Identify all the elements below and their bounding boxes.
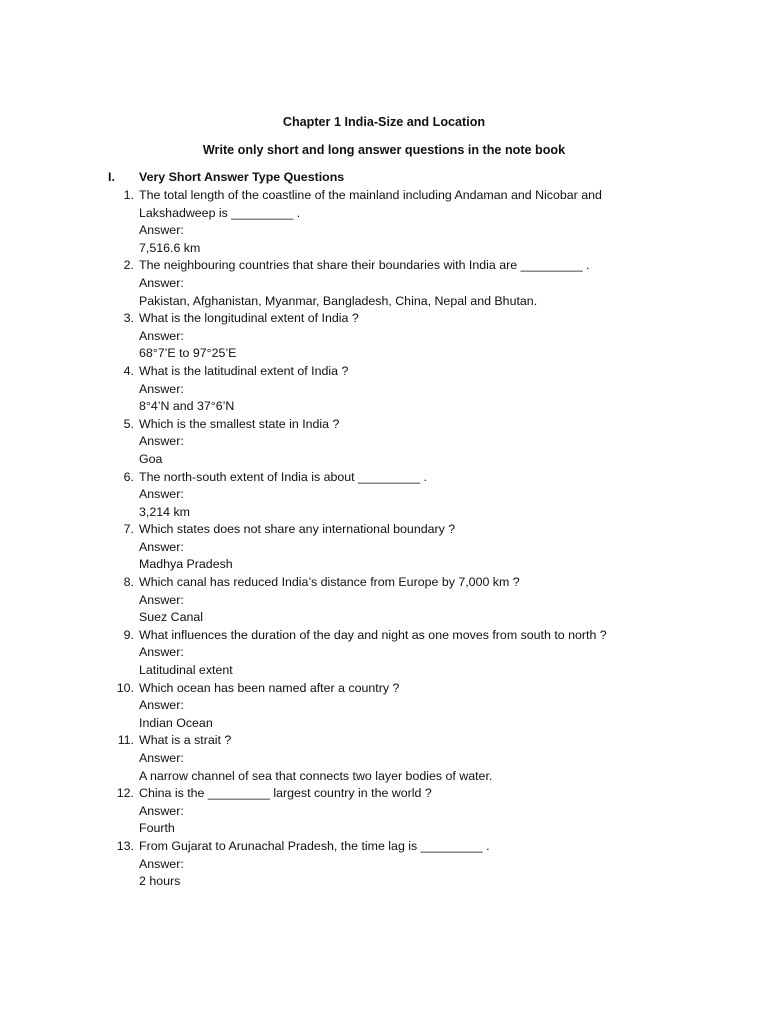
- answer-text: 2 hours: [139, 874, 181, 889]
- question-text: Which is the smallest state in India ?: [139, 416, 340, 431]
- question-item: [108, 785, 668, 838]
- question-item: [108, 627, 668, 680]
- question-item: [108, 187, 668, 257]
- question-text: Which ocean has been named after a country ?: [139, 680, 400, 695]
- answer-text: Pakistan, Afghanistan, Myanmar, Bangladesh, China, Nepal and Bhutan.: [139, 293, 538, 308]
- question-text: The north-south extent of India is about _________ .: [139, 469, 427, 484]
- question-text: What is a strait ?: [139, 733, 232, 748]
- question-item: [108, 363, 668, 416]
- answer-label: Answer:: [139, 539, 184, 554]
- question-text: The neighbouring countries that share their boundaries with India are _________ .: [139, 258, 590, 273]
- question-number: 8.: [123, 575, 134, 590]
- answer-label: Answer:: [139, 856, 184, 871]
- question-item: [108, 574, 668, 627]
- question-text: What is the longitudinal extent of India ?: [139, 311, 359, 326]
- answer-label: Answer:: [139, 381, 184, 396]
- question-number: 10.: [116, 680, 134, 695]
- chapter-title: [0, 114, 768, 130]
- answer-text: A narrow channel of sea that connects two layer bodies of water.: [139, 768, 493, 783]
- question-item: [108, 257, 668, 310]
- section-heading: [108, 169, 668, 187]
- answer-label: Answer:: [139, 803, 184, 818]
- answer-text: Goa: [139, 451, 163, 466]
- question-item: [108, 310, 668, 363]
- question-text: Which canal has reduced India’s distance from Europe by 7,000 km ?: [139, 575, 520, 590]
- answer-text: 8°4’N and 37°6’N: [139, 399, 235, 414]
- answer-text: 68°7’E to 97°25’E: [139, 346, 237, 361]
- answer-label: Answer:: [139, 645, 184, 660]
- question-number: 11.: [117, 733, 134, 748]
- question-text: What is the latitudinal extent of India ?: [139, 363, 349, 378]
- question-item: [108, 732, 668, 785]
- answer-text: 7,516.6 km: [139, 240, 201, 255]
- question-number: 13.: [116, 838, 134, 853]
- answer-text: Fourth: [139, 821, 175, 836]
- question-text: China is the _________ largest country in the world ?: [139, 786, 432, 801]
- answer-text: Latitudinal extent: [139, 663, 233, 678]
- question-number: 6.: [123, 469, 134, 484]
- question-item: [108, 416, 668, 469]
- answer-label: Answer:: [139, 434, 184, 449]
- answer-label: Answer:: [139, 275, 184, 290]
- answer-text: Suez Canal: [139, 610, 204, 625]
- chapter-title-text: Chapter 1 India-Size and Location: [282, 115, 486, 129]
- answer-label: Answer:: [139, 223, 184, 238]
- answer-label: Answer:: [139, 487, 184, 502]
- question-text: What influences the duration of the day and night as one moves from south to north ?: [139, 627, 607, 642]
- answer-label: Answer:: [139, 698, 184, 713]
- question-item: [108, 680, 668, 733]
- question-text: The total length of the coastline of the mainland including Andaman and Nicobar and Lakshadweep is _________ .: [139, 188, 602, 220]
- question-number: 3.: [123, 311, 134, 326]
- answer-label: Answer:: [139, 328, 184, 343]
- question-item: [108, 521, 668, 574]
- question-number: 9.: [123, 627, 134, 642]
- question-list: [108, 187, 668, 891]
- instruction-text: Write only short and long answer questions in the note book: [202, 143, 566, 157]
- question-number: 7.: [123, 522, 134, 537]
- section-heading-text: Very Short Answer Type Questions: [139, 170, 345, 184]
- question-text: From Gujarat to Arunachal Pradesh, the time lag is _________ .: [139, 838, 490, 853]
- question-number: 5.: [123, 416, 134, 431]
- answer-text: Indian Ocean: [139, 715, 213, 730]
- section-numeral: I.: [108, 170, 115, 184]
- answer-label: Answer:: [139, 592, 184, 607]
- question-number: 12.: [116, 786, 134, 801]
- instruction-heading: [0, 142, 768, 158]
- question-text: Which states does not share any international boundary ?: [139, 522, 456, 537]
- question-number: 1.: [123, 188, 134, 202]
- question-number: 4.: [123, 363, 134, 378]
- answer-label: Answer:: [139, 751, 184, 765]
- question-item: [108, 469, 668, 522]
- answer-text: Madhya Pradesh: [139, 557, 233, 572]
- question-item: [108, 838, 668, 891]
- answer-text: 3,214 km: [139, 504, 190, 519]
- question-number: 2.: [123, 258, 134, 273]
